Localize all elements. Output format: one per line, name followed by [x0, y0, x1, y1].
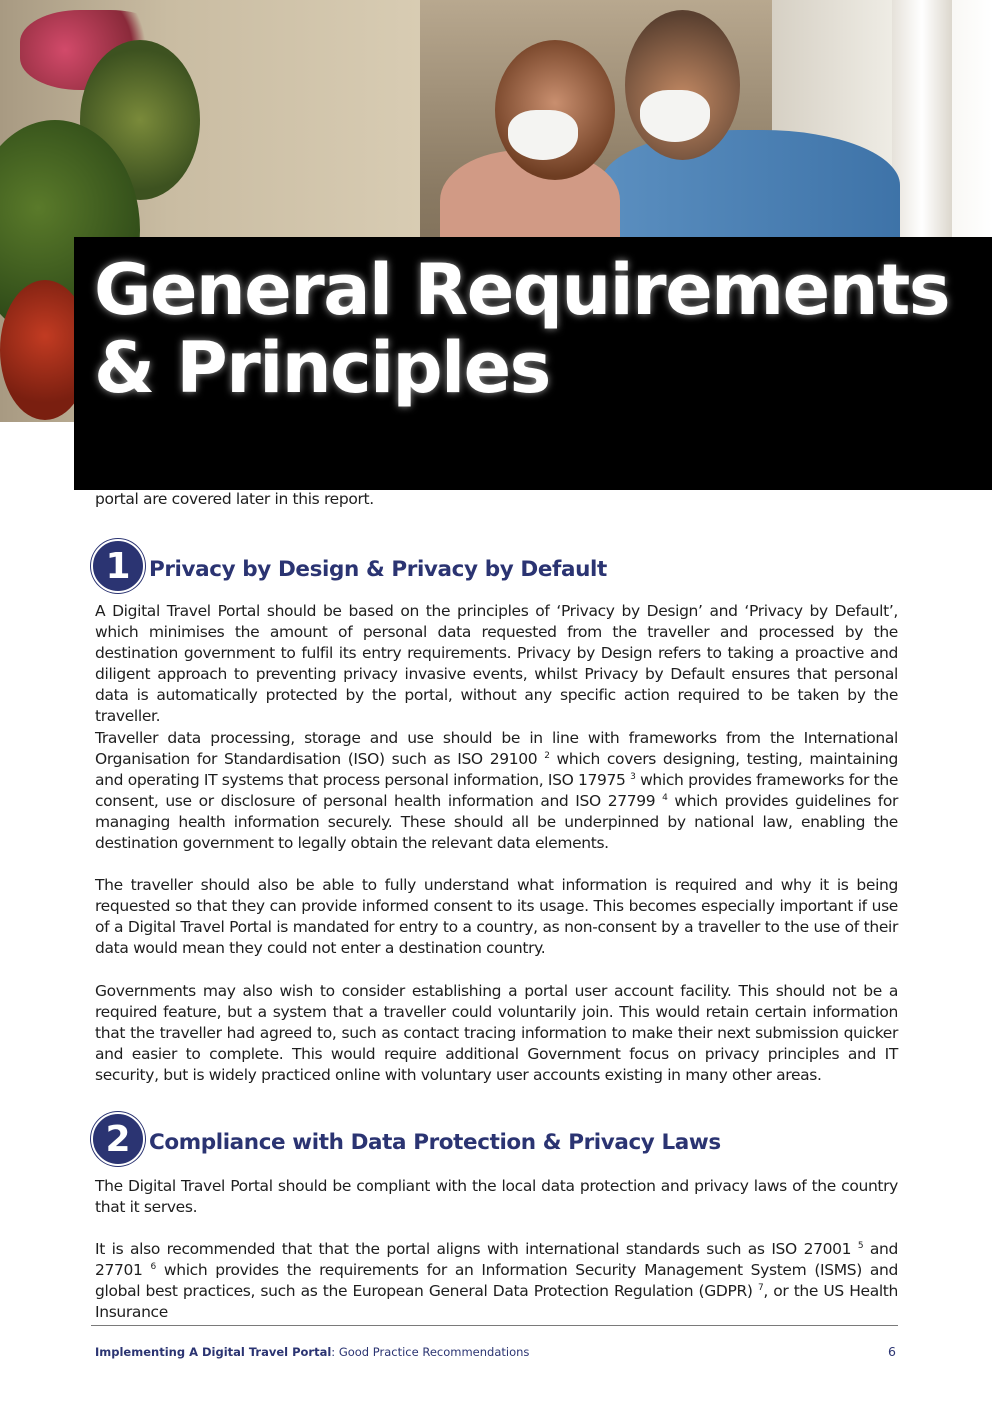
text-run: which covers designing, testing, maintaining and operating IT systems that process personal information, ISO 17975: [95, 750, 898, 789]
text-run: which provides the requirements for an Information Security Management System (ISMS) and global best practices, such as the European General Data Protection Regulation (GDPR): [95, 1261, 899, 1300]
section-title: Compliance with Data Protection & Privacy Laws: [149, 1129, 721, 1155]
footnote-ref: 2: [544, 751, 550, 761]
title-box: [74, 237, 992, 490]
footer-divider: [91, 1325, 898, 1326]
page-title-line-2: & Principles: [94, 327, 550, 409]
section-1-paragraph-2: [95, 728, 898, 854]
footer-subtitle: : Good Practice Recommendations: [331, 1345, 530, 1359]
section-1-heading: [91, 539, 607, 593]
footnote-ref: 4: [662, 793, 668, 803]
section-title: Privacy by Design & Privacy by Default: [149, 556, 607, 582]
text-run: Traveller data processing, storage and use should be in line with frameworks from the International Organisation for Standardisation (ISO) such as ISO 29100: [95, 729, 898, 768]
section-2-paragraph-2: [95, 1239, 898, 1323]
page-title-line-1: General Requirements: [94, 249, 950, 331]
paragraph: A Digital Travel Portal should be based on the principles of ‘Privacy by Design’ and ‘Privacy by Default’, which minimises the amount of personal data requested from the traveller and processed by the destination government to fulfil its entry requirements. Privacy by Design refers to taking a proactive and diligent approach to preventing privacy invasive events, whilst Privacy by Default ensures that personal data is automatically protected by the portal, without any specific action required to be taken by the traveller.: [95, 602, 898, 725]
text-run: It is also recommended that that the portal aligns with international standards such as ISO 27001: [95, 1240, 852, 1258]
lead-paragraph: portal are covered later in this report.: [95, 490, 374, 508]
paragraph: [95, 728, 898, 854]
footer-title: Implementing A Digital Travel Portal: [95, 1345, 332, 1359]
section-2-heading: [91, 1112, 721, 1166]
footnote-ref: 6: [150, 1262, 156, 1272]
face-mask: [508, 110, 578, 160]
section-1-paragraph-1: [95, 601, 898, 727]
hero-column: [892, 0, 952, 240]
page-title: [94, 251, 949, 407]
paragraph: Governments may also wish to consider establishing a portal user account facility. This should not be a required feature, but a system that a traveller could voluntarily join. This would retain certain information that the traveller had agreed to, such as contact tracing information to make their next submission quicker and easier to complete. This would require additional Government focus on privacy principles and IT security, but is widely practiced online with voluntary user accounts existing in many other areas.: [95, 982, 898, 1084]
face-mask: [640, 90, 710, 142]
section-1-paragraph-3: [95, 875, 898, 959]
section-number-badge: 1: [91, 539, 145, 593]
text-run: which provides guidelines for managing health information securely. These should all be underpinned by national law, enabling the destination government to legally obtain the relevant data elements.: [95, 792, 898, 852]
paragraph: [95, 1239, 898, 1323]
page-number: 6: [888, 1344, 896, 1359]
text-run: which provides frameworks for the consent, use or disclosure of personal health information and ISO 27799: [95, 771, 899, 810]
text-run: , or the US Health Insurance: [95, 1282, 899, 1321]
paragraph: The traveller should also be able to fully understand what information is required and why it is being requested so that they can provide informed consent to its usage. This becomes especially important if use of a Digital Travel Portal is mandated for entry to a country, as non-consent by a traveller to the use of their data would mean they could not enter a destination country.: [95, 876, 898, 957]
section-1-paragraph-4: [95, 981, 898, 1086]
paragraph: The Digital Travel Portal should be compliant with the local data protection and privacy laws of the country that it serves.: [95, 1177, 898, 1216]
footnote-ref: 5: [857, 1241, 864, 1251]
footnote-ref: 3: [630, 772, 636, 782]
footer-document-title: [95, 1345, 529, 1359]
hero-man: [600, 130, 900, 250]
section-number-badge: 2: [91, 1112, 145, 1166]
footnote-ref: 7: [757, 1283, 764, 1293]
section-2-paragraph-1: [95, 1176, 898, 1218]
text-run: and 27701: [95, 1240, 899, 1279]
